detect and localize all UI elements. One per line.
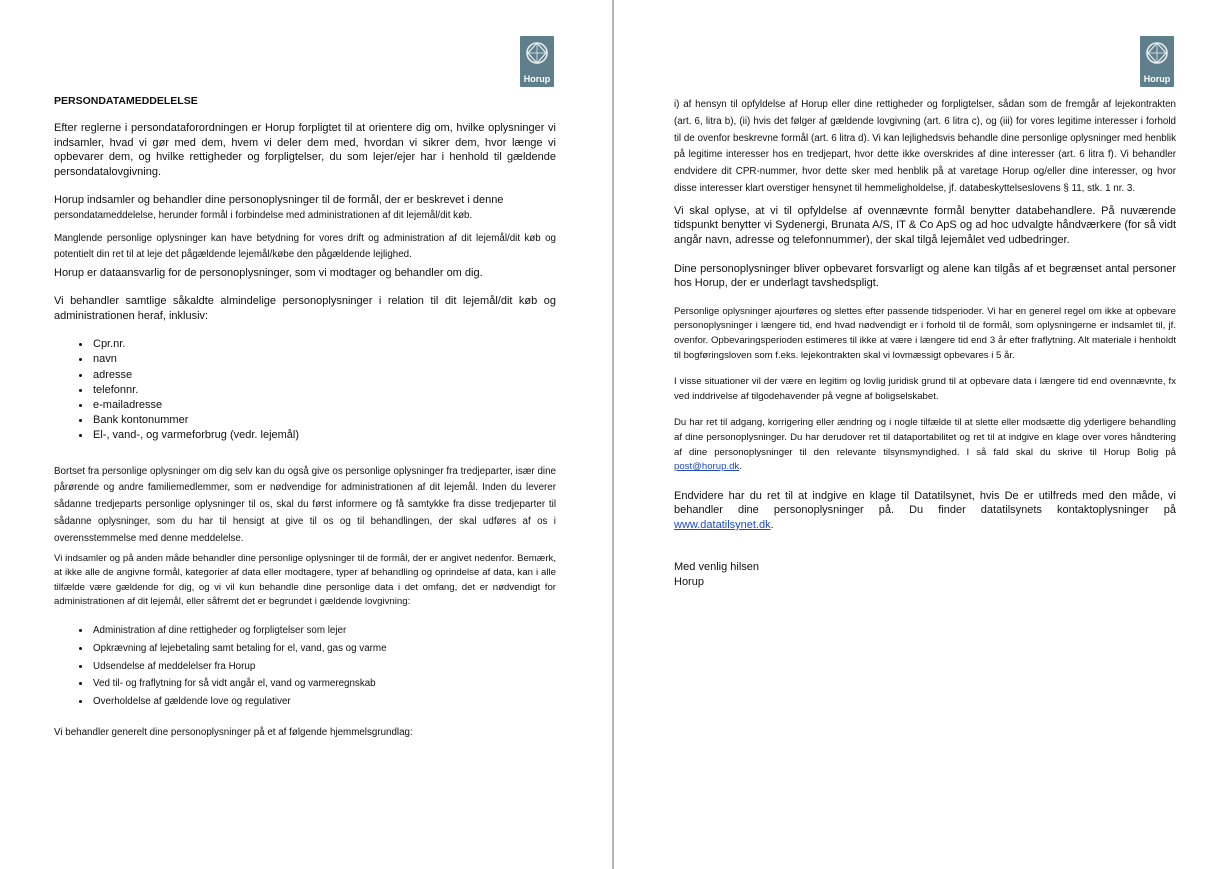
datatilsynet-link[interactable]: www.datatilsynet.dk	[674, 518, 771, 531]
purpose-paragraph-a: Horup indsamler og behandler dine personoplysninger til de formål, der er beskrevet i denne	[54, 194, 504, 207]
complaint-text: Endvidere har du ret til at indgive en klage til Datatilsynet, hvis De er utilfreds med den måde, vi behandler dine personoplysninger på. Du finder datatilsynets kontaktoplysninger på	[674, 489, 1176, 517]
list-item: • Ved til- og fraflytning for så vidt angår el, vand og varmeregnskab	[91, 675, 556, 693]
email-link[interactable]: post@horup.dk	[674, 461, 740, 473]
page-1-content	[54, 95, 556, 741]
page-2-content	[674, 97, 1176, 590]
document-title: PERSONDATAMEDDELELSE	[54, 95, 198, 107]
list-item: • Bank kontonummer	[91, 413, 556, 428]
horup-logo-icon	[1145, 41, 1169, 65]
signature-text: Horup	[674, 576, 704, 589]
data-processors-paragraph: Vi skal oplyse, at vi til opfyldelse af ovennævnte formål benytter databehandlere. På nuværende tidspunkt benytter vi Sydenergi, Brunata A/S, IT & Co ApS og ad hoc udvalgte håndværkere (for så vidt angår navn, adresse og telefonnummer), der skal tilgå lejemålet ved udbedringer.	[674, 204, 1176, 246]
legal-basis-paragraph: i) af hensyn til opfyldelse af Horup eller dine rettigheder og forpligtelser, sådan som de fremgår af lejekontrakten (art. 6, litra b), (ii) hvis det følger af gældende lovgivning (art. 6 litra c), og (iii) for vores legitime interesser i forhold til de ovenfor beskrevne formål (art. 6 litra d). Vi kan lejlighedsvis behandle dine personlige oplysninger med henblik på legitime interesser hos en tredjepart, hvor dette ikke overskrides af dine interesser (art. 6 litra f). Vi behandler endvidere dit CPR-nummer, hvor dette sker med henblik på at varetage Horup og/eller dine interesser, og hvor disse interesser klart overstiger hensynet til hemmeligholdelse, jf. databeskyttelseslovens § 11, stk. 1 nr. 3.	[674, 99, 1176, 194]
data-controller-paragraph: Horup er dataansvarlig for de personoplysninger, som vi modtager og behandler om dig.	[54, 267, 483, 280]
purposes-list	[54, 622, 556, 711]
rights-text: Du har ret til adgang, korrigering eller ændring og i nogle tilfælde til at slette eller modsætte dig yderligere behandling af dine personoplysninger. Du har derudover ret til dataportabilitet og ret til at indgive en klage over vores håndtering af dine personoplysninger til den relevante tilsynsmyndighed. I så fald skal du skrive til Horup Bolig på	[674, 417, 1176, 458]
legal-grounds-paragraph: I visse situationer vil der være en legitim og lovlig juridisk grund til at opbevare data i længere tid end ovennævnte, fx ved inddrivelse af tilgodehavender på vegne af boligselskabet.	[674, 376, 1176, 402]
processing-purposes-paragraph: Vi indsamler og på anden måde behandler dine personlige oplysninger til de formål, der er angivet nedenfor. Bemærk, at ikke alle de angivne formål, kategorier af data eller modtagere, typer af behandling og oprindelse af data, kan i alle tilfælde være gældende for dig, og vi vil kun behandle dine personlige data i det omfang, det er nødvendigt for administrationen af dit lejemål, eller såfremt det er begrundet i gældende lovgivning:	[54, 552, 556, 608]
document-page-1	[0, 0, 610, 869]
horup-logo	[520, 36, 554, 87]
list-item: • adresse	[91, 368, 556, 383]
logo-text: Horup	[523, 74, 551, 84]
list-item: • navn	[91, 352, 556, 367]
rights-end: .	[739, 461, 742, 473]
third-party-paragraph: Bortset fra personlige oplysninger om dig selv kan du også give os personlige oplysninger fra tredjeparter, især dine pårørende og andre familiemedlemmer, som er nødvendige for administrationen af dit lejemål. Inden du leverer sådanne tredjeparts personlige oplysninger til os, skal du først informere og få samtykke fra disse tredjeparter til sådanne oplysninger, som du har til hensigt at give til os og til behandlingen, der skal udføres af os i overensstemmelse med denne meddelelse.	[54, 465, 556, 544]
complaint-end: .	[770, 518, 774, 531]
list-item: • e-mailadresse	[91, 398, 556, 413]
intro-paragraph: Efter reglerne i persondataforordningen er Horup forpligtet til at orientere dig om, hvilke oplysninger vi indsamler, hvad vi gør med dem, hvem vi deler dem med, hvordan vi sikrer dem, hvor længe vi opbevarer dem, og hvilke rettigheder og forpligtelser, du som lejer/ejer har i henhold til gældende persondatalovgivning.	[54, 122, 556, 178]
legal-basis-intro: Vi behandler generelt dine personoplysninger på et af følgende hjemmelsgrundlag:	[54, 727, 413, 739]
missing-info-paragraph: Manglende personlige oplysninger kan have betydning for vores drift og administration af dit lejemål/dit køb og potentielt din ret til at leje det pågældende lejemål/købe den pågældende lejlighed.	[54, 233, 556, 260]
list-item: • Udsendelse af meddelelser fra Horup	[91, 658, 556, 676]
horup-logo	[1140, 36, 1174, 87]
list-item: • telefonnr.	[91, 383, 556, 398]
horup-logo-icon	[525, 41, 549, 65]
purpose-paragraph-b: persondatameddelelse, herunder formål i forbindelse med administrationen af dit lejemål/dit køb.	[54, 209, 473, 221]
list-item: • Cpr.nr.	[91, 337, 556, 352]
data-categories-paragraph: Vi behandler samtlige såkaldte almindelige personoplysninger i relation til dit lejemål/dit køb og administrationen heraf, inklusiv:	[54, 295, 556, 322]
logo-text: Horup	[1143, 74, 1171, 84]
closing-text: Med venlig hilsen	[674, 561, 759, 574]
rights-paragraph	[674, 416, 1176, 474]
list-item: • Administration af dine rettigheder og forpligtelser som lejer	[91, 622, 556, 640]
list-item: • El-, vand-, og varmeforbrug (vedr. lejemål)	[91, 428, 556, 443]
personal-data-list	[54, 337, 556, 443]
list-item: • Overholdelse af gældende love og regulativer	[91, 693, 556, 711]
page-divider	[612, 0, 614, 869]
list-item: • Opkrævning af lejebetaling samt betaling for el, vand, gas og varme	[91, 640, 556, 658]
document-page-2	[616, 0, 1225, 869]
retention-paragraph: Personlige oplysninger ajourføres og slettes efter passende tidsperioder. Vi har en generel regel om ikke at opbevare personoplysninger i længere tid, end hvad nødvendigt er i forhold til de formål, som oplysningerne er indsamlet til, jf. ovenfor. Opbevaringsperioden estimeres til ikke at være i længere tid end 3 år efter fraflytning. Alt materiale i henholdt til bogføringsloven som f.eks. lejekontrakten skal vi lovmæssigt opbevares i 5 år.	[674, 305, 1176, 361]
complaint-paragraph	[674, 489, 1176, 533]
storage-paragraph: Dine personoplysninger bliver opbevaret forsvarligt og alene kan tilgås af et begrænset antal personer hos Horup, der er underlagt tavshedspligt.	[674, 262, 1176, 290]
